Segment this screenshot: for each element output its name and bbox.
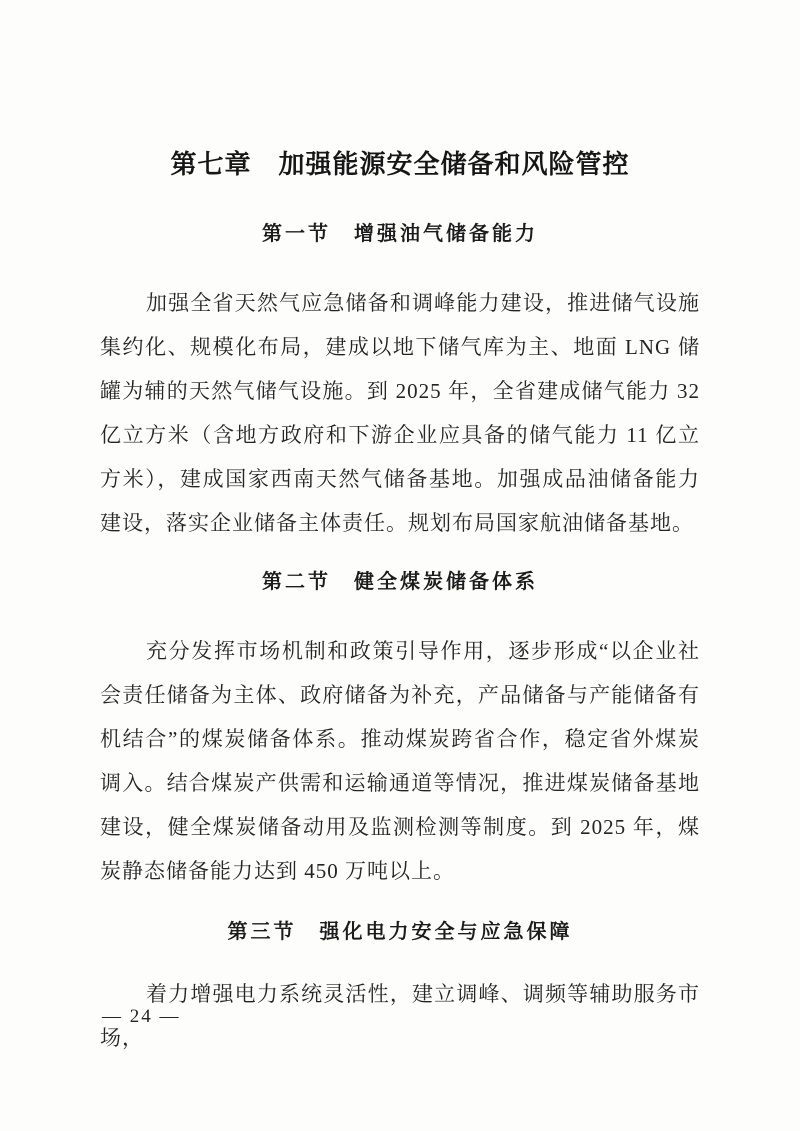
page-number: — 24 — [102, 1006, 181, 1027]
section-3-heading: 第三节 强化电力安全与应急保障 [227, 921, 573, 943]
chapter-title: 第七章 加强能源安全储备和风险管控 [170, 149, 630, 179]
section-1-heading: 第一节 增强油气储备能力 [262, 223, 538, 245]
section-2-heading: 第二节 健全煤炭储备体系 [262, 571, 538, 593]
section-3-paragraph: 着力增强电力系统灵活性，建立调峰、调频等辅助服务市场， [100, 982, 700, 1050]
section-1-paragraph: 加强全省天然气应急储备和调峰能力建设，推进储气设施集约化、规模化布局，建成以地下储气库为主、地面 LNG 储罐为辅的天然气储气设施。到 2025 年，全省建成储气能力 32 亿立方米（含地方政府和下游企业应具备的储气能力 11 亿立方米），建成国家西南天然气储备基地。加强成品油储备能力建设，落实企业储备主体责任。规划布局国家航油储备基地。 [100, 291, 700, 535]
section-2-paragraph: 充分发挥市场机制和政策引导作用，逐步形成“以企业社会责任储备为主体、政府储备为补充，产品储备与产能储备有机结合”的煤炭储备体系。推动煤炭跨省合作，稳定省外煤炭调入。结合煤炭产供需和运输通道等情况，推进煤炭储备基地建设，健全煤炭储备动用及监测检测等制度。到 2025 年，煤炭静态储备能力达到 450 万吨以上。 [100, 639, 700, 883]
